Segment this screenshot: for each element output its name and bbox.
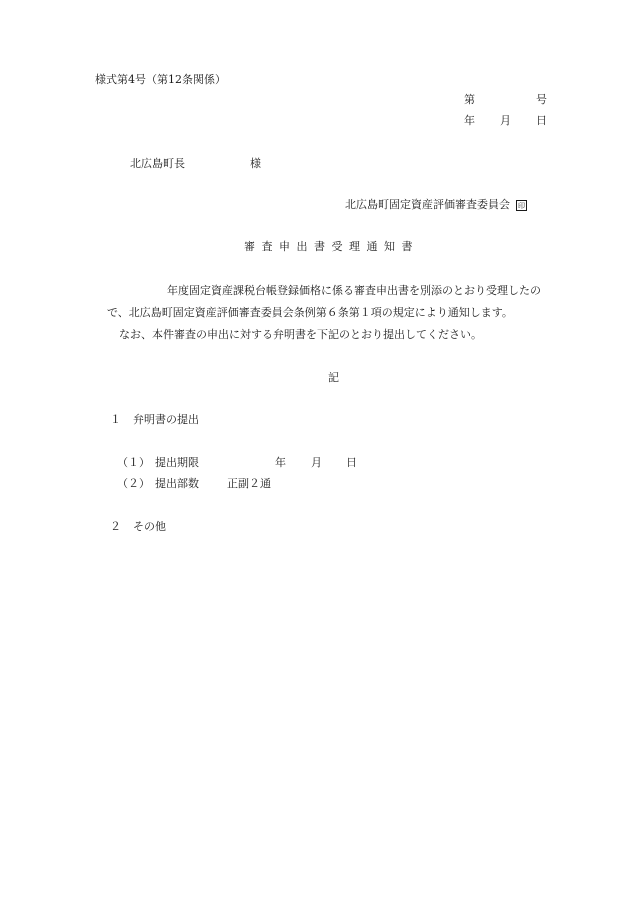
item-2-label: 提出部数 [155, 477, 199, 490]
item-1-day: 日 [346, 456, 357, 469]
body-paragraph-1-line-1: 年度固定資産課税台帳登録価格に係る審査申出書を別添のとおり受理したの [167, 284, 541, 297]
number-suffix: 号 [536, 93, 547, 106]
sender-name: 北広島町固定資産評価審査委員会 [345, 198, 510, 211]
item-1-label: 提出期限 [155, 456, 199, 469]
document-title: 審 査 申 出 書 受 理 通 知 書 [244, 240, 413, 253]
sender-block [345, 198, 527, 212]
item-1-number: （１） [117, 456, 150, 469]
ki-marker: 記 [328, 371, 339, 384]
body-paragraph-1-line-2: で、北広島町固定資産評価審査委員会条例第６条第１項の規定により通知します。 [107, 306, 513, 319]
date-day: 日 [536, 114, 547, 127]
body-paragraph-2: なお、本件審査の申出に対する弁明書を下記のとおり提出してください。 [119, 328, 482, 341]
number-prefix: 第 [464, 93, 475, 106]
item-2-value: 正副２通 [227, 477, 271, 490]
seal-mark: 印 [518, 201, 525, 210]
form-label: 様式第4号（第12条関係） [95, 73, 226, 86]
section-2-number: ２ [110, 520, 121, 533]
addressee-honorific: 様 [250, 157, 261, 170]
date-year: 年 [464, 114, 475, 127]
section-2-title: その他 [133, 520, 166, 533]
section-1-title: 弁明書の提出 [133, 413, 199, 426]
section-1-heading [110, 413, 199, 427]
section-2-heading [110, 520, 166, 534]
item-2-number: （２） [117, 477, 150, 490]
date-month: 月 [500, 114, 511, 127]
item-1-month: 月 [311, 456, 322, 469]
section-1-number: １ [110, 413, 121, 426]
item-1-year: 年 [275, 456, 286, 469]
addressee-name: 北広島町長 [130, 157, 185, 170]
